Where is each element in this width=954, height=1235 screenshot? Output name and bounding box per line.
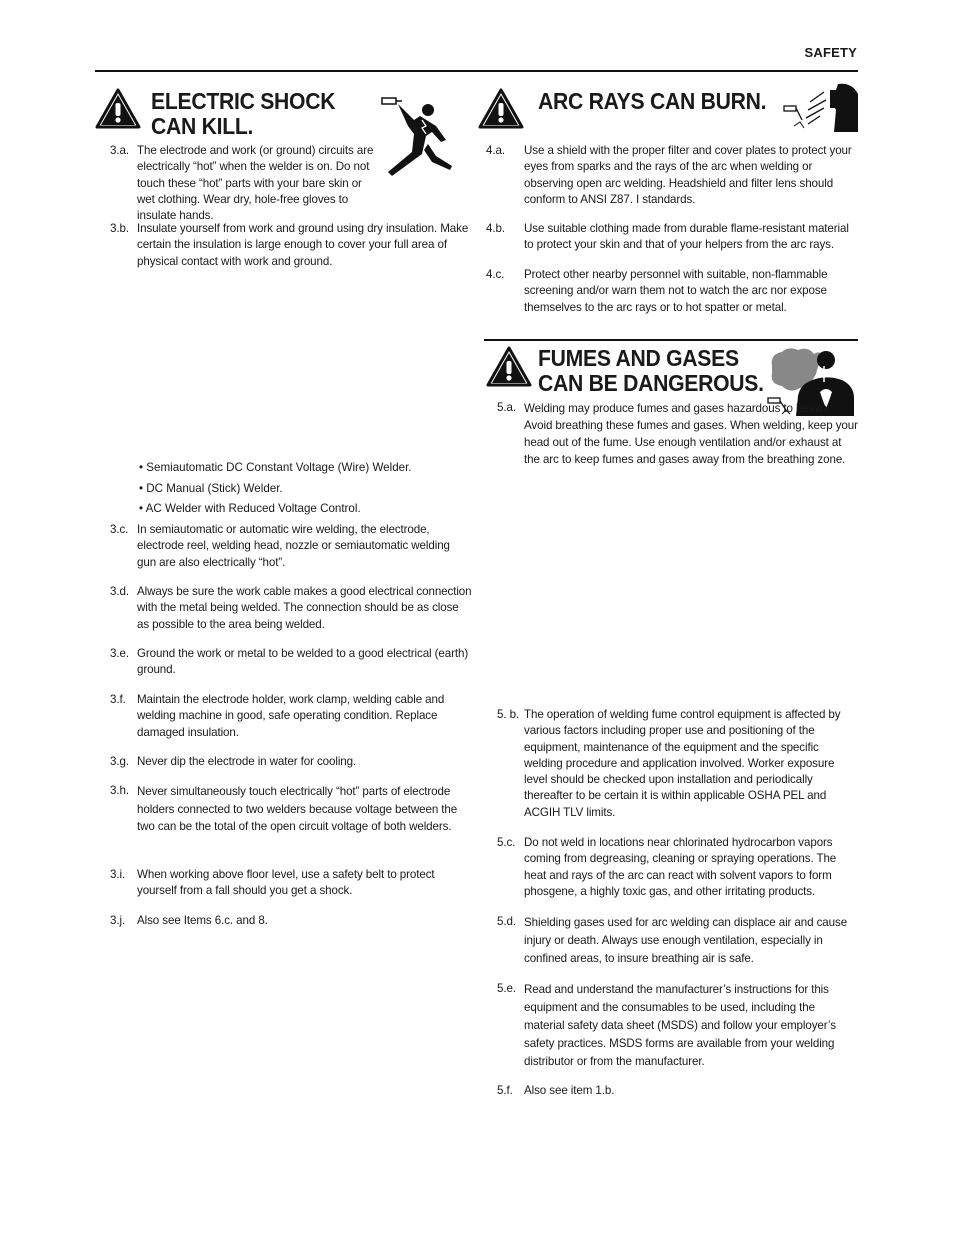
item-text: Protect other nearby personnel with suitable, non-flammable screening and/or warn them not to watch the arc nor expose themselves to the arc rays or to hot spatter or metal.	[524, 268, 828, 314]
item-text: The operation of welding fume control equipment is affected by various factors including proper use and positioning of the equipment, maintenance of the equipment and the specific welding procedure and application involved. Worker exposure level should be checked upon installation and periodically thereafter to be certain it is within applicable OSHA PEL and ACGIH TLV limits.	[524, 708, 841, 819]
item-number: 5.c.	[497, 836, 516, 849]
warning-triangle-icon	[486, 346, 532, 388]
item-number: 4.c.	[486, 268, 505, 281]
item-number: 3.j.	[110, 914, 126, 927]
list-item	[486, 143, 858, 208]
item-text: Never simultaneously touch electrically “hot” parts of electrode holders connected to two welders because voltage between the two can be the total of the open circuit voltage of both welders.	[137, 785, 458, 833]
item-number: 5. b.	[497, 708, 520, 721]
list-item	[110, 584, 472, 633]
list-item	[486, 267, 858, 316]
item-text: Never dip the electrode in water for cooling.	[137, 755, 357, 768]
bullet-item: • AC Welder with Reduced Voltage Control.	[139, 502, 361, 515]
item-text: Welding may produce fumes and gases hazardous to health. Avoid breathing these fumes and gases. When welding, keep your head out of the fume. Use enough ventilation and/or exhaust at the arc to keep fumes and gases away from the breathing zone.	[524, 402, 858, 466]
page-section-label: SAFETY	[804, 45, 857, 60]
list-item	[486, 221, 858, 254]
item-text: Do not weld in locations near chlorinated hydrocarbon vapors coming from degreasing, cleaning or spraying operations. The heat and rays of the arc can react with solvent vapors to form phosgene, a highly toxic gas, and other irritating products.	[524, 836, 837, 898]
list-item	[497, 400, 858, 468]
list-item	[110, 522, 472, 571]
item-text: Use suitable clothing made from durable flame-resistant material to protect your skin and that of your helpers from the arc rays.	[524, 222, 849, 252]
item-number: 3.d.	[110, 585, 129, 598]
list-item	[110, 646, 472, 679]
bullet-item: • DC Manual (Stick) Welder.	[139, 482, 283, 495]
item-text: Use a shield with the proper filter and cover plates to protect your eyes from sparks and the rays of the arc when welding or observing open arc welding. Headshield and filter lens should conform to ANSI Z87. I standards.	[524, 144, 852, 206]
list-item	[497, 707, 858, 821]
item-text: In semiautomatic or automatic wire welding, the electrode, electrode reel, welding head, nozzle or semiautomatic welding gun are also electrically “hot”.	[137, 523, 450, 569]
item-number: 3.c.	[110, 523, 129, 536]
list-item	[110, 913, 472, 929]
item-number: 3.h.	[110, 784, 129, 797]
item-text: Shielding gases used for arc welding can displace air and cause injury or death. Always use enough ventilation, especially in confined areas, to insure breathing air is safe.	[524, 916, 848, 965]
title-line: ELECTRIC SHOCK	[151, 88, 336, 114]
item-number: 4.a.	[486, 144, 505, 157]
item-text: Also see Items 6.c. and 8.	[137, 914, 268, 927]
list-item	[497, 981, 858, 1071]
bullet-item: • Semiautomatic DC Constant Voltage (Wire) Welder.	[139, 461, 412, 474]
item-number: 3.a.	[110, 144, 129, 157]
welder-with-shield-icon	[780, 80, 860, 134]
warning-triangle-icon	[95, 88, 141, 130]
header-rule	[95, 70, 858, 72]
item-text: The electrode and work (or ground) circuits are electrically “hot” when the welder is on. Do not touch these “hot” parts with your bare skin or wet clothing. Wear dry, hole-free gloves to insulate hands.	[137, 144, 374, 223]
list-item	[110, 867, 472, 900]
list-item	[110, 143, 460, 224]
title-line: FUMES AND GASES	[538, 345, 739, 371]
item-number: 3.f.	[110, 693, 126, 706]
item-number: 5.e.	[497, 982, 516, 995]
item-number: 3.e.	[110, 647, 129, 660]
item-text: Always be sure the work cable makes a good electrical connection with the metal being welded. The connection should be as close as possible to the area being welded.	[137, 585, 472, 631]
item-number: 3.b.	[110, 222, 129, 235]
warning-triangle-icon	[478, 88, 524, 130]
list-item	[497, 835, 858, 900]
item-number: 4.b.	[486, 222, 505, 235]
section-rule	[484, 339, 858, 341]
list-item	[110, 783, 472, 836]
list-item	[497, 914, 858, 968]
list-item	[110, 221, 472, 270]
arc-rays-title: ARC RAYS CAN BURN.	[538, 88, 767, 114]
item-number: 5.a.	[497, 401, 516, 414]
item-text: Maintain the electrode holder, work clamp, welding cable and welding machine in good, safe operating condition. Replace damaged insulation.	[137, 693, 445, 739]
item-text: Ground the work or metal to be welded to a good electrical (earth) ground.	[137, 647, 469, 677]
item-number: 3.i.	[110, 868, 126, 881]
item-text: Also see item 1.b.	[524, 1084, 615, 1097]
fumes-title	[538, 346, 764, 396]
list-item	[497, 1083, 858, 1099]
list-item	[110, 692, 472, 741]
item-text: Insulate yourself from work and ground using dry insulation. Make certain the insulation is large enough to cover your full area of physical contact with work and ground.	[137, 222, 469, 268]
list-item	[110, 754, 472, 770]
item-number: 5.f.	[497, 1084, 513, 1097]
item-number: 3.g.	[110, 755, 129, 768]
title-line: CAN KILL.	[151, 113, 254, 139]
item-number: 5.d.	[497, 915, 516, 928]
item-text: Read and understand the manufacturer’s instructions for this equipment and the consumables to be used, including the material safety data sheet (MSDS) and follow your employer’s safety practices. MSDS forms are available from your welding distributor or from the manufacturer.	[524, 983, 836, 1068]
item-text: When working above floor level, use a safety belt to protect yourself from a fall should you get a shock.	[137, 868, 435, 898]
title-line: CAN BE DANGEROUS.	[538, 370, 764, 396]
electric-shock-title	[151, 89, 335, 139]
